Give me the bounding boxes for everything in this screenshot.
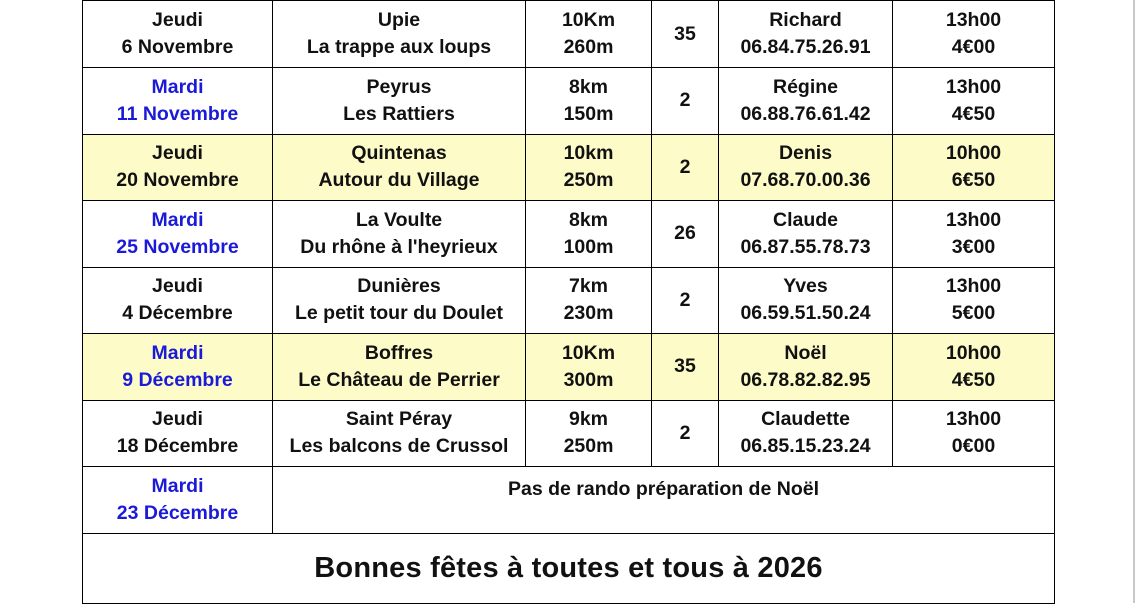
distance-label: 10Km — [561, 9, 616, 31]
time-price-cell — [893, 267, 1055, 334]
time-label: 13h00 — [945, 9, 1002, 31]
elevation-label: 250m — [563, 435, 614, 458]
time-label: 10h00 — [945, 142, 1002, 165]
time-label: 13h00 — [945, 275, 1002, 298]
time-label: 13h00 — [945, 208, 1002, 231]
day-label: Mardi — [151, 474, 204, 497]
date-label: 18 Décembre — [116, 435, 239, 458]
hike-schedule-table — [82, 0, 1055, 604]
place-label: Peyrus — [366, 75, 432, 98]
time-price-cell — [893, 134, 1055, 201]
date-cell — [83, 334, 273, 401]
code-cell: 35 — [652, 1, 719, 68]
price-label: 4€50 — [951, 102, 996, 125]
date-label: 25 Novembre — [116, 235, 239, 258]
code-cell: 2 — [652, 134, 719, 201]
destination-cell — [273, 400, 526, 467]
date-label: 4 Décembre — [122, 302, 233, 325]
distance-cell — [526, 1, 652, 68]
distance-cell — [526, 334, 652, 401]
route-label: Les Rattiers — [343, 102, 455, 125]
place-label: Upie — [377, 9, 421, 31]
distance-label: 9km — [568, 408, 609, 431]
place-label: La Voulte — [355, 208, 443, 231]
contact-name: Denis — [778, 142, 833, 165]
contact-name: Richard — [769, 9, 842, 31]
contact-phone: 06.78.82.82.95 — [740, 368, 871, 391]
place-label: Dunières — [357, 275, 441, 298]
day-label: Jeudi — [152, 142, 203, 165]
date-cell — [83, 201, 273, 268]
table-row — [83, 467, 1055, 534]
contact-cell — [719, 68, 893, 135]
time-price-cell — [893, 400, 1055, 467]
distance-cell — [526, 201, 652, 268]
table-row — [83, 1, 1055, 68]
table-row — [83, 400, 1055, 467]
time-price-cell — [893, 68, 1055, 135]
date-cell — [83, 1, 273, 68]
price-label: 0€00 — [951, 435, 996, 458]
date-label: 20 Novembre — [116, 169, 239, 192]
time-price-cell — [893, 201, 1055, 268]
contact-phone: 07.68.70.00.36 — [740, 169, 871, 192]
destination-cell — [273, 267, 526, 334]
table-row — [83, 134, 1055, 201]
place-label: Saint Péray — [345, 408, 453, 431]
date-label: 9 Décembre — [122, 368, 233, 391]
contact-cell — [719, 267, 893, 334]
contact-phone: 06.87.55.78.73 — [740, 235, 871, 258]
destination-cell — [273, 1, 526, 68]
contact-phone: 06.84.75.26.91 — [740, 36, 871, 58]
elevation-label: 150m — [563, 102, 614, 125]
route-label: Du rhône à l'heyrieux — [300, 235, 498, 258]
distance-cell — [526, 400, 652, 467]
footer-row — [83, 533, 1055, 603]
contact-name: Régine — [772, 75, 838, 98]
code-cell: 2 — [652, 68, 719, 135]
price-label: 4€50 — [951, 368, 996, 391]
route-label: Les balcons de Crussol — [289, 435, 509, 458]
day-label: Mardi — [151, 341, 204, 364]
elevation-label: 250m — [563, 169, 614, 192]
destination-cell — [273, 68, 526, 135]
distance-label: 8km — [568, 208, 609, 231]
contact-cell — [719, 400, 893, 467]
holiday-greeting: Bonnes fêtes à toutes et tous à 2026 — [83, 533, 1055, 603]
elevation-label: 300m — [563, 368, 614, 391]
route-label: Le petit tour du Doulet — [295, 302, 503, 325]
distance-label: 10km — [563, 142, 614, 165]
time-label: 10h00 — [945, 341, 1002, 364]
time-label: 13h00 — [945, 75, 1002, 98]
date-label: 23 Décembre — [116, 501, 239, 524]
place-label: Boffres — [364, 341, 434, 364]
distance-cell — [526, 134, 652, 201]
destination-cell — [273, 134, 526, 201]
day-label: Mardi — [151, 75, 204, 98]
day-label: Jeudi — [152, 408, 203, 431]
day-label: Jeudi — [152, 275, 203, 298]
date-label: 6 Novembre — [121, 36, 234, 58]
route-label: Le Château de Perrier — [298, 368, 500, 391]
price-label: 6€50 — [951, 169, 996, 192]
contact-phone: 06.88.76.61.42 — [740, 102, 871, 125]
price-label: 5€00 — [951, 302, 996, 325]
elevation-label: 100m — [563, 235, 614, 258]
distance-label: 7km — [568, 275, 609, 298]
contact-cell — [719, 201, 893, 268]
distance-cell — [526, 68, 652, 135]
contact-name: Noël — [784, 341, 827, 364]
code-cell: 26 — [652, 201, 719, 268]
contact-phone: 06.59.51.50.24 — [740, 302, 871, 325]
code-cell: 2 — [652, 400, 719, 467]
place-label: Quintenas — [351, 142, 447, 165]
date-cell — [83, 267, 273, 334]
destination-cell — [273, 334, 526, 401]
contact-name: Claude — [772, 208, 838, 231]
contact-phone: 06.85.15.23.24 — [740, 435, 871, 458]
date-cell — [83, 134, 273, 201]
elevation-label: 260m — [563, 36, 614, 58]
date-cell — [83, 68, 273, 135]
elevation-label: 230m — [563, 302, 614, 325]
price-label: 3€00 — [951, 235, 996, 258]
contact-cell — [719, 134, 893, 201]
distance-cell — [526, 267, 652, 334]
date-label: 11 Novembre — [116, 102, 239, 125]
destination-cell — [273, 201, 526, 268]
table-row — [83, 267, 1055, 334]
code-cell: 35 — [652, 334, 719, 401]
distance-label: 8km — [568, 75, 609, 98]
contact-name: Yves — [783, 275, 828, 298]
table-row — [83, 68, 1055, 135]
distance-label: 10Km — [561, 341, 616, 364]
date-cell — [83, 467, 273, 534]
price-label: 4€00 — [951, 36, 996, 58]
contact-cell — [719, 1, 893, 68]
day-label: Mardi — [151, 208, 204, 231]
table-row — [83, 201, 1055, 268]
day-label: Jeudi — [152, 9, 203, 31]
date-cell — [83, 400, 273, 467]
no-hike-note: Pas de rando préparation de Noël — [273, 467, 1055, 534]
contact-cell — [719, 334, 893, 401]
time-label: 13h00 — [945, 408, 1002, 431]
route-label: La trappe aux loups — [306, 36, 492, 58]
code-cell: 2 — [652, 267, 719, 334]
route-label: Autour du Village — [318, 169, 480, 192]
time-price-cell — [893, 334, 1055, 401]
contact-name: Claudette — [761, 408, 850, 431]
time-price-cell — [893, 1, 1055, 68]
table-row — [83, 334, 1055, 401]
